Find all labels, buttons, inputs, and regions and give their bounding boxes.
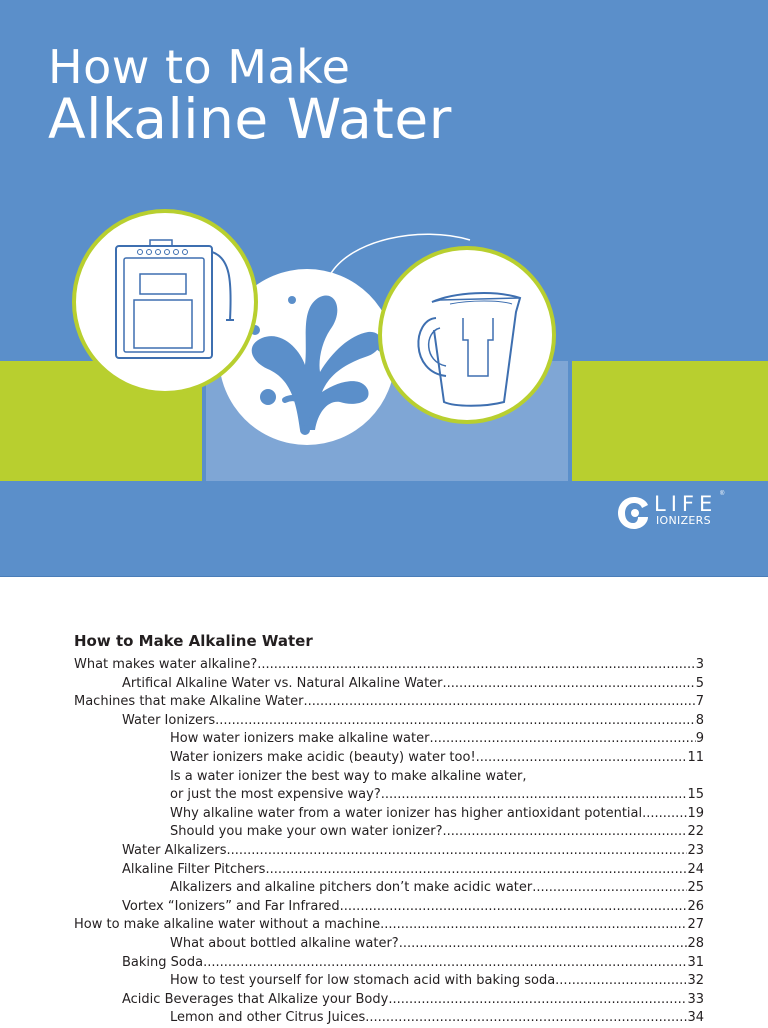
toc-leader-dots	[532, 879, 687, 898]
toc-leader-dots	[203, 954, 687, 973]
toc-page-number: 34	[687, 1010, 704, 1026]
toc-entry[interactable]	[74, 898, 704, 917]
water-ionizer-icon	[74, 211, 256, 393]
filter-pitcher-icon	[380, 248, 554, 422]
toc-leader-dots	[399, 935, 688, 954]
toc-entry-text: Water ionizers make acidic (beauty) water too!	[170, 749, 476, 765]
toc-leader-dots	[215, 712, 696, 731]
cover-title-line2: Alkaline Water	[48, 87, 452, 151]
toc-entry-text: Artifical Alkaline Water vs. Natural Alkaline Water	[122, 675, 443, 691]
toc-entry[interactable]	[74, 805, 704, 824]
toc-page-number: 9	[695, 731, 704, 747]
toc-leader-dots	[476, 749, 688, 768]
logo-swirl-icon	[616, 493, 652, 533]
toc-entry-text: What makes water alkaline?	[74, 657, 258, 672]
toc-entry[interactable]	[74, 991, 704, 1010]
toc-entry-text: How water ionizers make alkaline water	[170, 731, 430, 747]
toc-page-number: 23	[687, 842, 704, 858]
toc-page-number: 28	[687, 935, 704, 951]
toc-leader-dots	[257, 656, 695, 675]
toc-page-number: 8	[695, 712, 704, 728]
toc-leader-dots	[429, 730, 695, 749]
toc-page-number: 24	[687, 861, 704, 877]
toc-leader-dots	[303, 693, 695, 712]
toc-leader-dots	[388, 991, 687, 1010]
toc-entry[interactable]	[74, 954, 704, 973]
toc-entry[interactable]	[74, 842, 704, 861]
toc-entry[interactable]	[74, 1009, 704, 1028]
toc-leader-dots	[443, 675, 696, 694]
toc-entry-text: Should you make your own water ionizer?	[170, 824, 443, 840]
toc-page-number: 32	[687, 973, 704, 989]
toc-page-number: 31	[687, 954, 704, 970]
toc-entry-text: Why alkaline water from a water ionizer has higher antioxidant potential	[170, 805, 643, 821]
toc-entry-text: Is a water ionizer the best way to make alkaline water,	[170, 768, 527, 784]
toc-entry-text: Water Alkalizers	[122, 842, 227, 858]
toc-entry[interactable]	[74, 861, 704, 880]
toc-entry[interactable]	[74, 935, 704, 954]
toc-entry[interactable]	[74, 786, 704, 805]
toc-leader-dots	[365, 1009, 687, 1028]
toc-entry[interactable]	[74, 879, 704, 898]
toc-page-number: 15	[687, 787, 704, 803]
toc-entry[interactable]	[74, 749, 704, 768]
toc-entry-text: Alkalizers and alkaline pitchers don’t make acidic water	[170, 880, 533, 896]
toc-entry[interactable]	[74, 823, 704, 842]
toc-title: How to Make Alkaline Water	[74, 632, 313, 650]
toc-entry[interactable]	[74, 768, 704, 787]
toc-entry-text: What about bottled alkaline water?	[170, 935, 399, 951]
toc-page-number: 11	[687, 749, 704, 765]
toc-page-number: 25	[687, 880, 704, 896]
logo-registered-mark: ®	[720, 491, 725, 497]
toc-entry-text: Alkaline Filter Pitchers	[122, 861, 266, 877]
toc-entry[interactable]	[74, 675, 704, 694]
cover-title-line1: How to Make	[48, 40, 351, 94]
toc-leader-dots	[265, 861, 687, 880]
toc-entry[interactable]	[74, 730, 704, 749]
toc-entry-text: How to make alkaline water without a machine	[74, 917, 381, 933]
toc-page-number: 5	[695, 675, 704, 691]
toc-leader-dots	[443, 823, 688, 842]
toc-entry-text: How to test yourself for low stomach acid with baking soda	[170, 973, 556, 989]
table-of-contents	[74, 632, 704, 1028]
toc-page-number: 3	[695, 657, 704, 672]
toc-entry-text: Acidic Beverages that Alkalize your Body	[122, 991, 389, 1007]
toc-entry[interactable]	[74, 693, 704, 712]
toc-page-number: 33	[687, 991, 704, 1007]
toc-entry[interactable]	[74, 972, 704, 991]
toc-leader-dots	[381, 786, 688, 805]
toc-leader-dots	[642, 805, 687, 824]
toc-entry[interactable]	[74, 712, 704, 731]
toc-page-number: 7	[695, 694, 704, 710]
toc-page-number: 22	[687, 824, 704, 840]
toc-page-number: 27	[687, 917, 704, 933]
logo-subtext: IONIZERS	[656, 514, 711, 527]
toc-entry-text: Machines that make Alkaline Water	[74, 694, 304, 710]
toc-entry-text: Vortex “Ionizers” and Far Infrared	[122, 898, 340, 914]
toc-leader-dots	[340, 898, 688, 917]
toc-page-number: 19	[687, 805, 704, 821]
toc-leader-dots	[380, 916, 687, 935]
toc-leader-dots	[555, 972, 687, 991]
toc-page-number: 26	[687, 898, 704, 914]
toc-entry-text: Baking Soda	[122, 954, 204, 970]
toc-entry[interactable]	[74, 656, 704, 675]
toc-entry-text: or just the most expensive way?	[170, 787, 381, 803]
logo-wordmark: LIFE	[654, 492, 718, 516]
toc-entry-text: Lemon and other Citrus Juices	[170, 1010, 366, 1026]
toc-entry-text: Water Ionizers	[122, 712, 216, 728]
toc-leader-dots	[227, 842, 688, 861]
life-ionizers-logo	[616, 493, 726, 533]
toc-list	[74, 656, 704, 1028]
toc-entry[interactable]	[74, 916, 704, 935]
